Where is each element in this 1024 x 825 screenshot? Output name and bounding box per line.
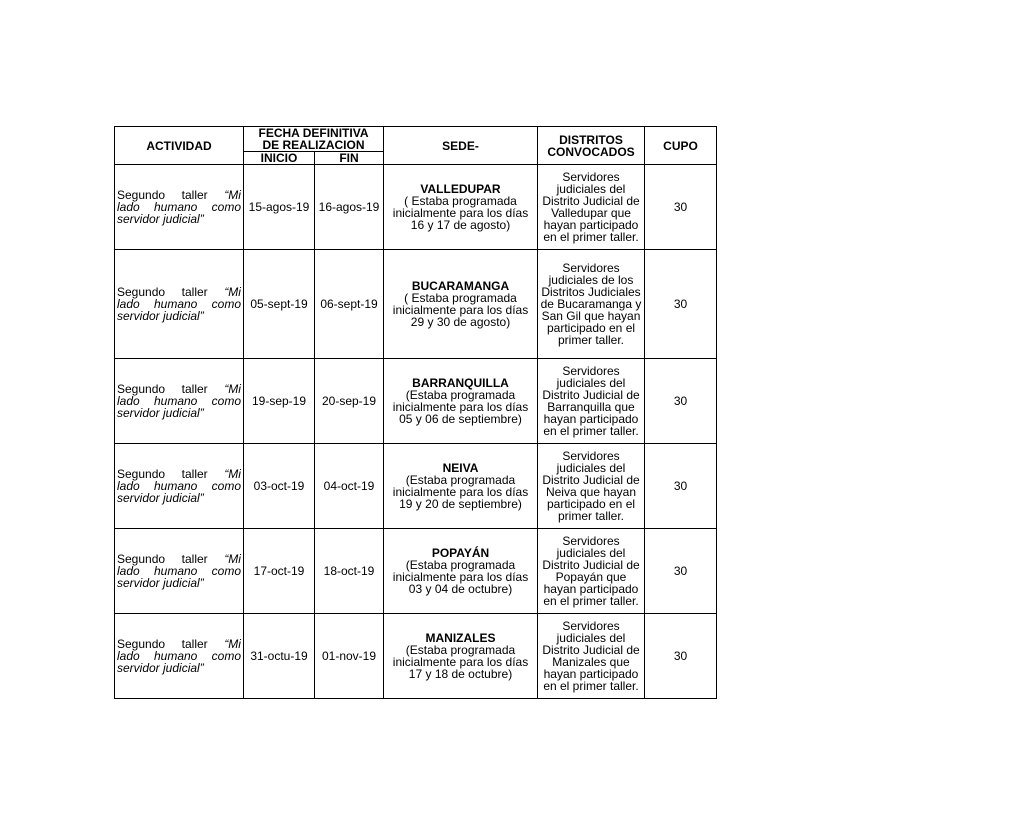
cupo-cell: 30 <box>645 165 717 250</box>
inicio-cell: 03-oct-19 <box>244 444 315 529</box>
sede-note: ( Estaba programada inicialmente para los días 29 y 30 de agosto) <box>392 291 529 329</box>
inicio-cell: 17-oct-19 <box>244 529 315 614</box>
activity-line-3: servidor judicial” <box>117 406 204 420</box>
header-fecha-line1: FECHA DEFINITIVA <box>258 126 369 140</box>
sede-name: VALLEDUPAR <box>420 182 501 196</box>
activity-cell <box>115 444 244 529</box>
fin-cell: 04-oct-19 <box>315 444 384 529</box>
table-row <box>115 614 717 699</box>
table-row <box>115 250 717 359</box>
sede-name: POPAYÁN <box>431 546 490 560</box>
activity-line-2: lado humano como <box>117 564 241 578</box>
inicio-cell: 05-sept-19 <box>244 250 315 359</box>
activity-cell <box>115 359 244 444</box>
distritos-cell: Servidores judiciales del Distrito Judicial de Barranquilla que hayan participado en el primer taller. <box>538 359 645 444</box>
sede-name: BARRANQUILLA <box>412 376 509 390</box>
header-sede: SEDE- <box>384 127 538 165</box>
activity-cell <box>115 250 244 359</box>
fin-cell: 01-nov-19 <box>315 614 384 699</box>
activity-word: Segundo <box>117 637 166 651</box>
cupo-cell: 30 <box>645 444 717 529</box>
sede-note: (Estaba programada inicialmente para los días 03 y 04 de octubre) <box>392 558 529 596</box>
sede-cell <box>384 529 538 614</box>
activity-line-2: lado humano como <box>117 297 241 311</box>
table-row <box>115 444 717 529</box>
table-row <box>115 359 717 444</box>
distritos-cell: Servidores judiciales del Distrito Judicial de Manizales que hayan participado en el primer taller. <box>538 614 645 699</box>
schedule-body <box>115 165 717 699</box>
activity-word: taller <box>181 467 208 481</box>
header-actividad: ACTIVIDAD <box>115 127 244 165</box>
sede-cell <box>384 165 538 250</box>
header-inicio: INICIO <box>244 152 315 165</box>
activity-word: “Mi <box>224 285 241 299</box>
activity-word: Segundo <box>117 188 166 202</box>
header-cupo: CUPO <box>645 127 717 165</box>
activity-line-3: servidor judicial” <box>117 491 204 505</box>
fin-cell: 06-sept-19 <box>315 250 384 359</box>
distritos-cell: Servidores judiciales de los Distritos Judiciales de Bucaramanga y San Gil que hayan participado en el primer taller. <box>538 250 645 359</box>
cupo-cell: 30 <box>645 614 717 699</box>
distritos-cell: Servidores judiciales del Distrito Judicial de Valledupar que hayan participado en el primer taller. <box>538 165 645 250</box>
activity-line-2: lado humano como <box>117 479 241 493</box>
header-fecha <box>244 127 384 152</box>
activity-cell <box>115 614 244 699</box>
sede-cell <box>384 614 538 699</box>
header-fecha-line2: DE REALIZACION <box>262 138 365 152</box>
sede-cell <box>384 359 538 444</box>
header-distritos-line1: DISTRITOS <box>559 132 623 147</box>
activity-word: taller <box>181 285 208 299</box>
activity-word: taller <box>181 637 208 651</box>
activity-line-3: servidor judicial” <box>117 309 204 323</box>
activity-word: taller <box>181 188 208 202</box>
table-row <box>115 529 717 614</box>
inicio-cell: 31-octu-19 <box>244 614 315 699</box>
activity-word: taller <box>181 552 208 566</box>
activity-cell <box>115 165 244 250</box>
sede-name: MANIZALES <box>425 631 496 645</box>
sede-note: (Estaba programada inicialmente para los días 17 y 18 de octubre) <box>392 643 529 681</box>
inicio-cell: 19-sep-19 <box>244 359 315 444</box>
inicio-cell: 15-agos-19 <box>244 165 315 250</box>
sede-name: NEIVA <box>442 461 479 475</box>
activity-line-3: servidor judicial” <box>117 661 204 675</box>
cupo-cell: 30 <box>645 529 717 614</box>
sede-note: (Estaba programada inicialmente para los días 05 y 06 de septiembre) <box>392 388 529 426</box>
fin-cell: 16-agos-19 <box>315 165 384 250</box>
sede-note: ( Estaba programada inicialmente para los días 16 y 17 de agosto) <box>392 194 529 232</box>
activity-cell <box>115 529 244 614</box>
activity-word: “Mi <box>224 467 241 481</box>
activity-word: “Mi <box>224 552 241 566</box>
header-fin: FIN <box>315 152 384 165</box>
activity-word: Segundo <box>117 382 166 396</box>
header-distritos <box>538 127 645 165</box>
fin-cell: 18-oct-19 <box>315 529 384 614</box>
activity-line-3: servidor judicial” <box>117 576 204 590</box>
sede-note: (Estaba programada inicialmente para los días 19 y 20 de septiembre) <box>392 473 529 511</box>
activity-word: “Mi <box>224 382 241 396</box>
activity-line-2: lado humano como <box>117 394 241 408</box>
sede-cell <box>384 444 538 529</box>
activity-word: Segundo <box>117 467 166 481</box>
activity-word: Segundo <box>117 285 166 299</box>
header-row <box>115 127 717 152</box>
cupo-cell: 30 <box>645 359 717 444</box>
table-row <box>115 165 717 250</box>
activity-word: taller <box>181 382 208 396</box>
header-distritos-line2: CONVOCADOS <box>547 144 635 159</box>
cupo-cell: 30 <box>645 250 717 359</box>
activity-line-3: servidor judicial” <box>117 212 204 226</box>
distritos-cell: Servidores judiciales del Distrito Judicial de Neiva que hayan participado en el primer taller. <box>538 444 645 529</box>
activity-word: Segundo <box>117 552 166 566</box>
sede-cell <box>384 250 538 359</box>
activity-line-2: lado humano como <box>117 200 241 214</box>
activity-line-2: lado humano como <box>117 649 241 663</box>
distritos-cell: Servidores judiciales del Distrito Judicial de Popayán que hayan participado en el primer taller. <box>538 529 645 614</box>
activity-word: “Mi <box>224 637 241 651</box>
fin-cell: 20-sep-19 <box>315 359 384 444</box>
sede-name: BUCARAMANGA <box>411 279 510 293</box>
workshop-schedule-table <box>114 126 717 699</box>
activity-word: “Mi <box>224 188 241 202</box>
